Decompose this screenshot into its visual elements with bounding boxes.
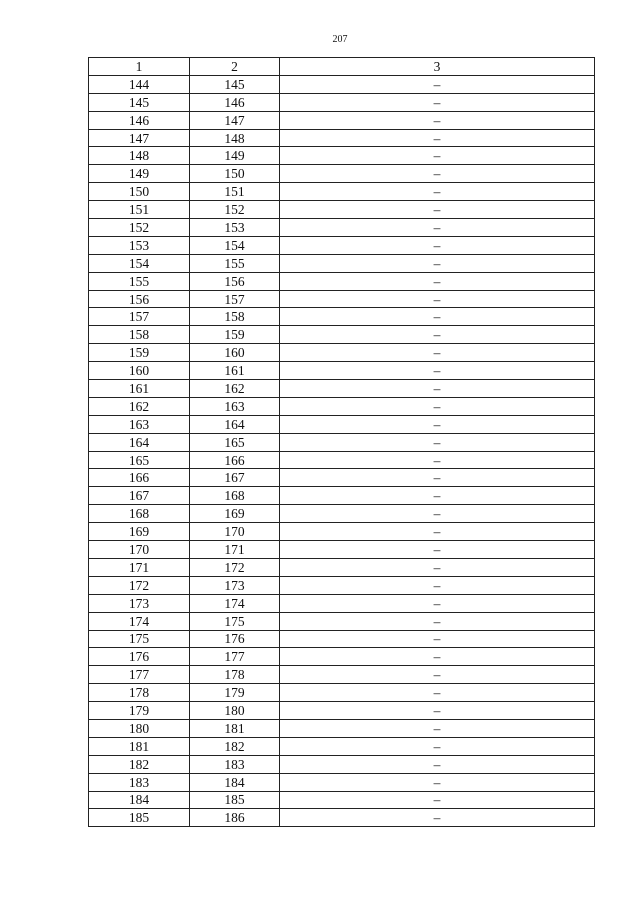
table-row — [89, 236, 595, 254]
table-cell-col-3: – — [280, 576, 595, 594]
table-cell-col-1: 184 — [89, 791, 190, 809]
table-cell-col-1: 147 — [89, 129, 190, 147]
table-cell-col-2: 178 — [190, 666, 280, 684]
table-cell-col-3: – — [280, 147, 595, 165]
table-cell-col-3: – — [280, 487, 595, 505]
table-row — [89, 326, 595, 344]
table-cell-col-3: – — [280, 684, 595, 702]
table-cell-col-2: 157 — [190, 290, 280, 308]
table-cell-col-1: 181 — [89, 737, 190, 755]
table-row — [89, 451, 595, 469]
table-cell-col-1: 163 — [89, 415, 190, 433]
table-cell-col-1: 178 — [89, 684, 190, 702]
table-cell-col-2: 166 — [190, 451, 280, 469]
table-cell-col-3: – — [280, 219, 595, 237]
column-header-3: 3 — [280, 58, 595, 76]
table-cell-col-3: – — [280, 183, 595, 201]
table-cell-col-1: 160 — [89, 362, 190, 380]
table-cell-col-1: 164 — [89, 433, 190, 451]
table-row — [89, 702, 595, 720]
table-cell-col-2: 160 — [190, 344, 280, 362]
table-cell-col-3: – — [280, 254, 595, 272]
table-cell-col-1: 185 — [89, 809, 190, 827]
table-cell-col-3: – — [280, 612, 595, 630]
table-row — [89, 397, 595, 415]
table-cell-col-3: – — [280, 791, 595, 809]
table-cell-col-1: 168 — [89, 505, 190, 523]
table-cell-col-2: 186 — [190, 809, 280, 827]
table-row — [89, 755, 595, 773]
table-cell-col-3: – — [280, 541, 595, 559]
table-cell-col-1: 179 — [89, 702, 190, 720]
table-cell-col-2: 184 — [190, 773, 280, 791]
table-cell-col-1: 149 — [89, 165, 190, 183]
table-cell-col-1: 145 — [89, 93, 190, 111]
table-row — [89, 380, 595, 398]
table-row — [89, 290, 595, 308]
table-cell-col-3: – — [280, 165, 595, 183]
table-row — [89, 737, 595, 755]
table-cell-col-2: 149 — [190, 147, 280, 165]
table-cell-col-3: – — [280, 129, 595, 147]
table-row — [89, 147, 595, 165]
table-cell-col-1: 172 — [89, 576, 190, 594]
table-cell-col-3: – — [280, 93, 595, 111]
table-row — [89, 576, 595, 594]
column-header-2: 2 — [190, 58, 280, 76]
table-row — [89, 523, 595, 541]
table-cell-col-1: 158 — [89, 326, 190, 344]
table-cell-col-2: 170 — [190, 523, 280, 541]
table-row — [89, 612, 595, 630]
table-cell-col-1: 157 — [89, 308, 190, 326]
table-cell-col-2: 165 — [190, 433, 280, 451]
table-row — [89, 308, 595, 326]
table-cell-col-1: 159 — [89, 344, 190, 362]
table-cell-col-3: – — [280, 630, 595, 648]
table-cell-col-1: 154 — [89, 254, 190, 272]
table-cell-col-3: – — [280, 773, 595, 791]
table-cell-col-3: – — [280, 737, 595, 755]
table-cell-col-1: 162 — [89, 397, 190, 415]
table-row — [89, 773, 595, 791]
table-cell-col-3: – — [280, 648, 595, 666]
table-cell-col-1: 144 — [89, 75, 190, 93]
table-cell-col-1: 167 — [89, 487, 190, 505]
header-row — [89, 58, 595, 76]
table-cell-col-2: 173 — [190, 576, 280, 594]
table-row — [89, 129, 595, 147]
table-cell-col-2: 172 — [190, 558, 280, 576]
table-cell-col-2: 181 — [190, 719, 280, 737]
table-row — [89, 558, 595, 576]
table-cell-col-1: 170 — [89, 541, 190, 559]
table-cell-col-1: 169 — [89, 523, 190, 541]
table-cell-col-2: 169 — [190, 505, 280, 523]
table-cell-col-2: 177 — [190, 648, 280, 666]
table-cell-col-3: – — [280, 469, 595, 487]
table-cell-col-2: 183 — [190, 755, 280, 773]
table-cell-col-3: – — [280, 290, 595, 308]
table-cell-col-3: – — [280, 594, 595, 612]
table-cell-col-2: 145 — [190, 75, 280, 93]
table-cell-col-3: – — [280, 719, 595, 737]
table-cell-col-3: – — [280, 415, 595, 433]
table-cell-col-2: 151 — [190, 183, 280, 201]
table-row — [89, 254, 595, 272]
table-cell-col-1: 171 — [89, 558, 190, 576]
table-cell-col-2: 168 — [190, 487, 280, 505]
table-cell-col-3: – — [280, 433, 595, 451]
table-cell-col-2: 150 — [190, 165, 280, 183]
table-cell-col-3: – — [280, 523, 595, 541]
data-table — [88, 57, 595, 827]
table-row — [89, 684, 595, 702]
table-cell-col-2: 155 — [190, 254, 280, 272]
table-cell-col-2: 159 — [190, 326, 280, 344]
table-row — [89, 183, 595, 201]
table-cell-col-3: – — [280, 308, 595, 326]
table-cell-col-2: 167 — [190, 469, 280, 487]
table-cell-col-1: 153 — [89, 236, 190, 254]
table-cell-col-3: – — [280, 755, 595, 773]
table-cell-col-3: – — [280, 505, 595, 523]
table-row — [89, 362, 595, 380]
table-cell-col-3: – — [280, 75, 595, 93]
table-cell-col-2: 152 — [190, 201, 280, 219]
table-cell-col-2: 176 — [190, 630, 280, 648]
table-row — [89, 666, 595, 684]
table-row — [89, 219, 595, 237]
table-cell-col-2: 185 — [190, 791, 280, 809]
table-cell-col-1: 175 — [89, 630, 190, 648]
table-cell-col-3: – — [280, 397, 595, 415]
table-cell-col-2: 162 — [190, 380, 280, 398]
table-cell-col-3: – — [280, 809, 595, 827]
table-cell-col-1: 148 — [89, 147, 190, 165]
table-row — [89, 648, 595, 666]
table-row — [89, 487, 595, 505]
table-body — [89, 75, 595, 826]
table-cell-col-1: 152 — [89, 219, 190, 237]
table-cell-col-1: 161 — [89, 380, 190, 398]
table-row — [89, 594, 595, 612]
table-row — [89, 272, 595, 290]
table-cell-col-1: 150 — [89, 183, 190, 201]
table-row — [89, 93, 595, 111]
table-cell-col-2: 180 — [190, 702, 280, 720]
table-cell-col-3: – — [280, 451, 595, 469]
table-cell-col-1: 177 — [89, 666, 190, 684]
table-cell-col-3: – — [280, 326, 595, 344]
table-row — [89, 201, 595, 219]
table-cell-col-2: 156 — [190, 272, 280, 290]
table-cell-col-2: 146 — [190, 93, 280, 111]
table-cell-col-3: – — [280, 558, 595, 576]
table-cell-col-1: 165 — [89, 451, 190, 469]
table-row — [89, 809, 595, 827]
table-cell-col-1: 174 — [89, 612, 190, 630]
table-cell-col-3: – — [280, 380, 595, 398]
table-cell-col-1: 151 — [89, 201, 190, 219]
table-cell-col-2: 179 — [190, 684, 280, 702]
table-cell-col-1: 180 — [89, 719, 190, 737]
table-row — [89, 719, 595, 737]
table-cell-col-1: 173 — [89, 594, 190, 612]
table-cell-col-2: 147 — [190, 111, 280, 129]
table-cell-col-2: 175 — [190, 612, 280, 630]
table-cell-col-3: – — [280, 666, 595, 684]
table-row — [89, 791, 595, 809]
table-row — [89, 541, 595, 559]
table-cell-col-3: – — [280, 344, 595, 362]
table-cell-col-1: 146 — [89, 111, 190, 129]
table-cell-col-1: 183 — [89, 773, 190, 791]
table-cell-col-2: 171 — [190, 541, 280, 559]
table-cell-col-2: 164 — [190, 415, 280, 433]
table-cell-col-3: – — [280, 272, 595, 290]
table-cell-col-2: 158 — [190, 308, 280, 326]
table-row — [89, 505, 595, 523]
table-cell-col-3: – — [280, 362, 595, 380]
table-cell-col-2: 182 — [190, 737, 280, 755]
table-cell-col-3: – — [280, 111, 595, 129]
table-cell-col-1: 166 — [89, 469, 190, 487]
table-row — [89, 165, 595, 183]
table-cell-col-2: 163 — [190, 397, 280, 415]
table-row — [89, 344, 595, 362]
table-cell-col-3: – — [280, 236, 595, 254]
column-header-1: 1 — [89, 58, 190, 76]
table-cell-col-2: 161 — [190, 362, 280, 380]
table-cell-col-2: 154 — [190, 236, 280, 254]
page-number: 207 — [332, 34, 348, 45]
table-row — [89, 415, 595, 433]
table-cell-col-1: 176 — [89, 648, 190, 666]
table-header — [89, 58, 595, 76]
table-row — [89, 75, 595, 93]
table-row — [89, 433, 595, 451]
table-cell-col-1: 156 — [89, 290, 190, 308]
table-cell-col-3: – — [280, 702, 595, 720]
table-row — [89, 111, 595, 129]
table-cell-col-3: – — [280, 201, 595, 219]
table-cell-col-1: 155 — [89, 272, 190, 290]
table-cell-col-1: 182 — [89, 755, 190, 773]
table-row — [89, 469, 595, 487]
table-cell-col-2: 148 — [190, 129, 280, 147]
table-cell-col-2: 174 — [190, 594, 280, 612]
table-row — [89, 630, 595, 648]
table-cell-col-2: 153 — [190, 219, 280, 237]
